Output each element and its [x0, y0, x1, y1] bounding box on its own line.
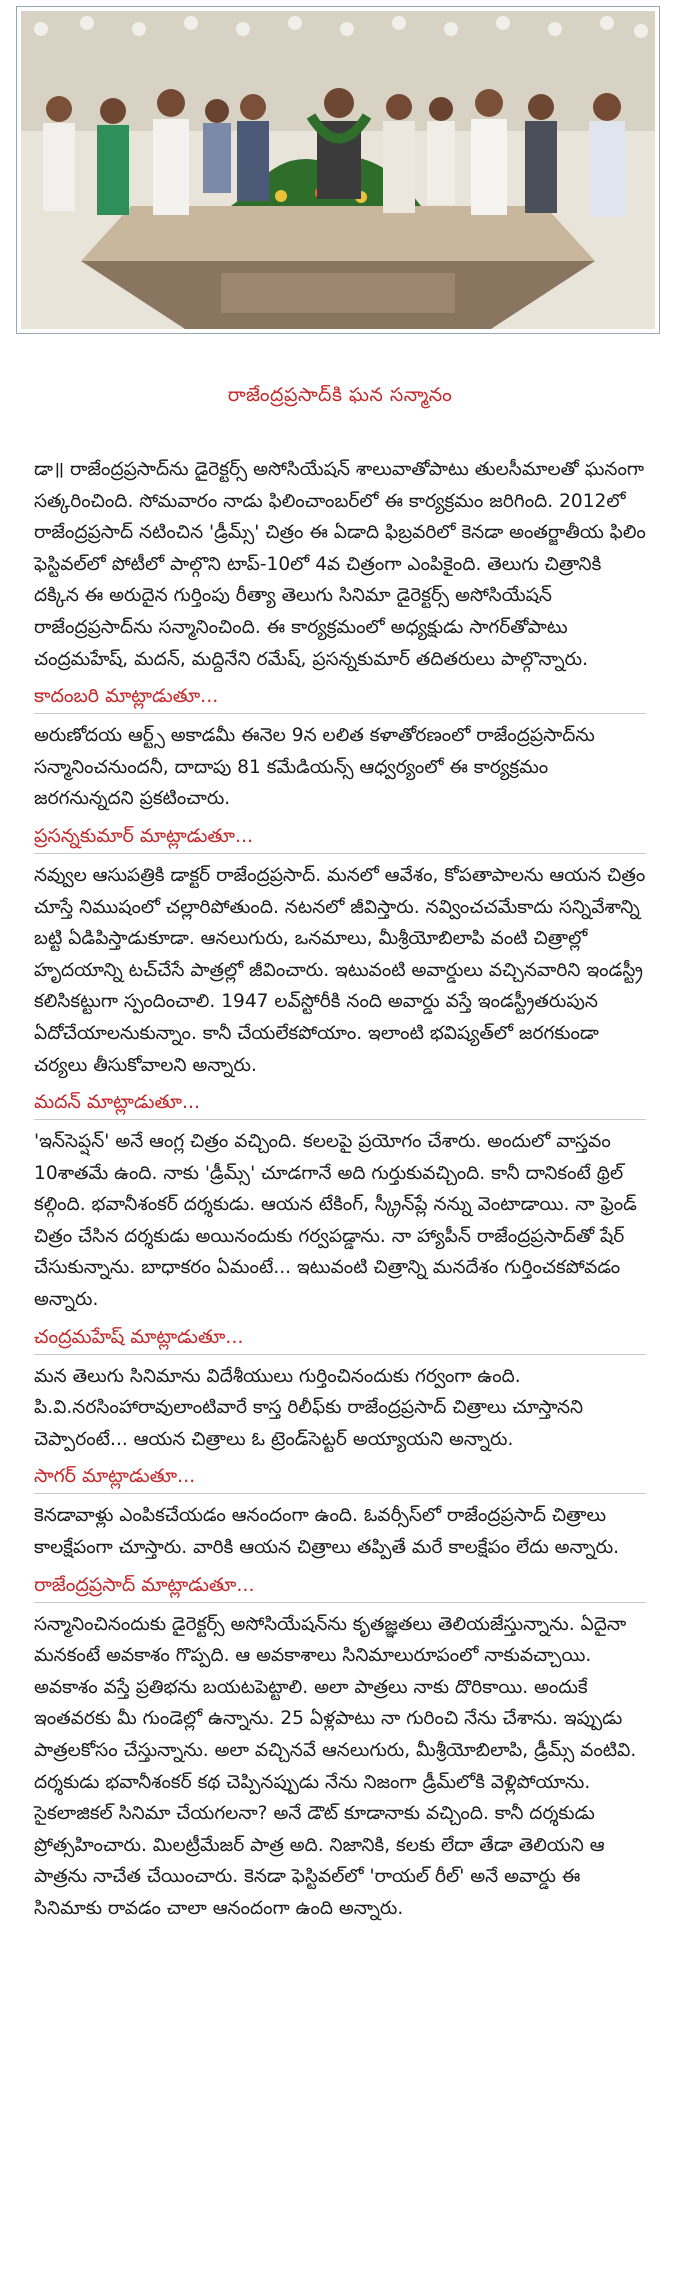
section-heading-kadambari: కాదంబరి మాట్లాడుతూ... [34, 681, 646, 714]
section-text-sagar: కెనడావాళ్లు ఎంపికచేయడం ఆనందంగా ఉంది. ఓవర్సీస్‌లో రాజేంద్రప్రసాద్ చిత్రాలు కాలక్షేపంగా చూస్తారు. వారికి ఆయన చిత్రాలు తప్పితే మరే కాలక్షేపం లేదు అన్నారు. [34, 1505, 620, 1559]
section-text-madan: 'ఇన్‌సెప్షన్' అనే ఆంగ్ల చిత్రం వచ్చింది. కలలపై ప్రయోగం చేశారు. అందులో వాస్తవం 10శాతమే ఉంది. నాకు 'డ్రీమ్స్' చూడగానే అది గుర్తుకువచ్చింది. కానీ దానికంటే థ్రిల్ కల్గింది. భవానీశంకర్ దర్శకుడు. ఆయన టేకింగ్, స్క్రీన్‌ప్లే నన్ను వెంటాడాయి. నా ఫ్రెండ్ చిత్రం చేసిన దర్శకుడు అయినందుకు గర్వపడ్డాను. నా హ్యాపీన్ రాజేంద్రప్రసాద్‌తో షేర్ చేసుకున్నాను. బాధాకరం ఏమంటే... ఇటువంటి చిత్రాన్ని మనదేశం గుర్తించకపోవడం అన్నారు. [34, 1131, 637, 1311]
section-text-kadambari: అరుణోదయ ఆర్ట్స్ అకాడమీ ఈనెల 9న లలిత కళాతోరణంలో రాజేంద్రప్రసాద్‌ను సన్మానించనుందనీ, దాదాపు 81 కమేడియన్స్ ఆధ్వర్యంలో ఈ కార్యక్రమం జరగనున్నదని ప్రకటించారు. [34, 725, 595, 810]
section-heading-prasannakumar: ప్రసన్నకుమార్ మాట్లాడుతూ... [34, 821, 646, 854]
intro-paragraph: డా॥ రాజేంద్రప్రసాద్‌ను డైరెక్టర్స్ అసోసియేషన్ శాలువాతోపాటు తులసీమాలతో ఘనంగా సత్కరించింది. సోమవారం నాడు ఫిలించాంబర్‌లో ఈ కార్యక్రమం జరిగింది. 2012లో రాజేంద్రప్రసాద్ నటించిన 'డ్రీమ్స్' చిత్రం ఈ ఏడాది ఫిబ్రవరిలో కెనడా అంతర్జాతీయ ఫిలిం ఫెస్టివల్‌లో పోటీలో పాల్గొని టాప్-10లో 4వ చిత్రంగా ఎంపికైంది. తెలుగు చిత్రానికి దక్కిన ఈ అరుదైన గుర్తింపు రీత్యా తెలుగు సినిమా డైరెక్టర్స్ అసోసియేషన్ రాజేంద్రప్రసాద్‌ను సన్మానించింది. ఈ కార్యక్రమంలో అధ్యక్షుడు సాగర్‌తోపాటు చంద్రమహేష్, మదన్, మద్దినేని రమేష్, ప్రసన్నకుమార్ తదితరులు పాల్గొన్నారు. [34, 459, 646, 670]
section-text-rajendraprasad: సన్మానించినందుకు డైరెక్టర్స్ అసోసియేషన్‌ను కృతజ్ఞతలు తెలియజేస్తున్నాను. ఏదైనా మనకంటే అవకాశం గొప్పది. ఆ అవకాశాలు సినిమాలురూపంలో నాకువచ్చాయి. అవకాశం వస్తే ప్రతిభను బయటపెట్టాలి. అలా పాత్రలు నాకు దొరికాయి. అందుకే ఇంతవరకు మీ గుండెల్లో ఉన్నాను. 25 ఏళ్లపాటు నా గురించి నేను చేశాను. ఇప్పుడు పాత్రలకోసం చేస్తున్నాను. అలా వచ్చినవే ఆనలుగురు, మీశ్రీయోబిలాపి, డ్రీమ్స్ వంటివి. దర్శకుడు భవానీశంకర్ కథ చెప్పినప్పుడు నేను నిజంగా డ్రీమ్‌లోకి వెళ్లిపోయాను. సైకలాజికల్ సినిమా చేయగలనా? అనే డౌట్ కూడానాకు వచ్చింది. కానీ దర్శకుడు ప్రోత్సహించారు. మిలట్రీమేజర్ పాత్ర అది. నిజానికి, కలకు లేదా తేడా తెలియని ఆ పాత్రను నాచేత చేయించారు. కెనడా ఫెస్టివల్‌లో 'రాయల్ రీల్' అనే అవార్డు ఈ సినిమాకు రావడం చాలా ఆనందంగా ఉంది అన్నారు. [34, 1613, 637, 1919]
section-heading-rajendraprasad: రాజేంద్రప్రసాద్ మాట్లాడుతూ... [34, 1570, 646, 1603]
article-body [34, 454, 646, 1931]
event-photo [21, 11, 655, 329]
section-heading-sagar: సాగర్ మాట్లాడుతూ... [34, 1461, 646, 1494]
section-heading-madan: మదన్ మాట్లాడుతూ... [34, 1087, 646, 1120]
section-heading-chandramahesh: చంద్రమహేష్ మాట్లాడుతూ... [34, 1322, 646, 1355]
event-photo-frame [16, 6, 660, 334]
event-photo-illustration [21, 11, 655, 329]
section-text-prasannakumar: నవ్వుల ఆసుపత్రికి డాక్టర్ రాజేంద్రప్రసాద్. మనలో ఆవేశం, కోపతాపాలను ఆయన చిత్రం చూస్తే నిముషంలో చల్లారిపోతుంది. నటనలో జీవిస్తారు. నవ్వించచమేకాదు సన్నివేశాన్ని బట్టి ఏడిపిస్తాడుకూడా. ఆనలుగురు, ఒనమాలు, మీశ్రీయోబిలాపి వంటి చిత్రాల్లో హృదయాన్ని టచ్‌చేసే పాత్రల్లో జీవించారు. ఇటువంటి అవార్డులు వచ్చినవారిని ఇండస్ట్రీ కలిసికట్టుగా స్పందించాలి. 1947 లవ్‌స్టోరీకి నంది అవార్డు వస్తే ఇండస్ట్రీతరుపున ఏదోచేయాలనుకున్నాం. కానీ చేయలేకపోయాం. ఇలాంటి భవిష్యత్‌లో జరగకుండా చర్యలు తీసుకోవాలని అన్నారు. [34, 864, 646, 1076]
section-text-chandramahesh: మన తెలుగు సినిమాను విదేశీయులు గుర్తించినందుకు గర్వంగా ఉంది. పి.వి.నరసింహారావులాంటివారే కాస్త రిలీఫ్‌కు రాజేంద్రప్రసాద్ చిత్రాలు చూస్తానని చెప్పారంటే... ఆయన చిత్రాలు ఓ ట్రెండ్‌సెట్టర్ అయ్యాయని అన్నారు. [34, 1365, 584, 1450]
headline: రాజేంద్రప్రసాద్‌కి ఘన సన్మానం [227, 384, 453, 406]
